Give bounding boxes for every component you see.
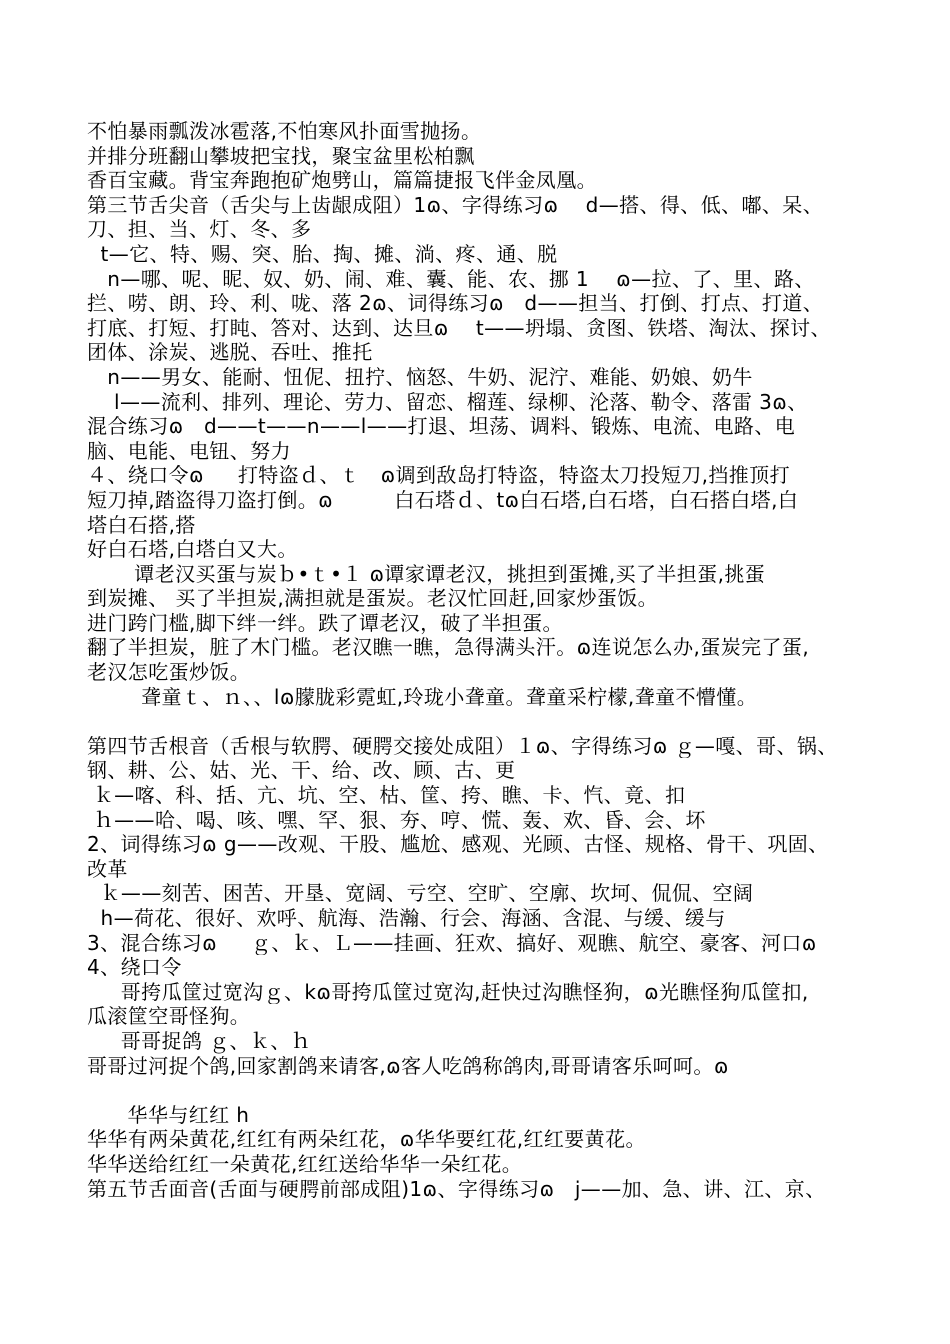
document-body [87, 119, 917, 1201]
text-line: ｈ——哈、喝、咳、嘿、罕、狠、夯、哼、慌、轰、欢、昏、会、坏 [87, 807, 706, 832]
section-heading-line: 第三节舌尖音（舌尖与上齿龈成阻）1ɷ、字得练习ɷ d—搭、得、低、嘟、呆、 [87, 192, 824, 217]
text-line: 拦、唠、朗、玲、利、咙、落 2ɷ、词得练习ɷ d——担当、打倒、打点、打道、 [87, 291, 824, 316]
text-line: 不怕暴雨瓢泼冰雹落,不怕寒风扑面雪抛扬。 [87, 119, 482, 143]
text-line: n—哪、呢、昵、奴、奶、闹、难、囊、能、农、挪 1 ɷ—拉、了、里、路、 [87, 266, 815, 291]
text-line: t—它、特、赐、突、胎、掏、摊、淌、疼、通、脱 [87, 241, 558, 266]
text-line: 并排分班翻山攀坡把宝找，聚宝盆里松柏飘 [87, 143, 475, 168]
text-line: 刀、担、当、灯、冬、多 [87, 217, 312, 242]
text-line: 华华有两朵黄花,红红有两朵红花，ɷ华华要红花,红红要黄花。 [87, 1127, 646, 1152]
text-line: 塔白石搭,搭 [87, 512, 196, 537]
text-line: ｋ——刻苦、困苦、开垦、宽阔、亏空、空旷、空廓、坎坷、侃侃、空阔 [87, 881, 754, 906]
text-line: 短刀掉,踏盗得刀盗打倒。ɷ 白石塔ｄ、tɷ白石塔,白石塔，白石搭白塔,白 [87, 487, 799, 512]
text-line: 聋童ｔ、ｎ、、lɷ朦胧彩霓虹,玲珑小聋童。聋童采柠檬,聋童不懵懂。 [87, 684, 758, 709]
text-line: ｋ—喀、科、括、亢、坑、空、枯、筐、挎、瞧、卡、忾、竟、扣 [87, 783, 686, 808]
text-line: 哥哥捉鸽 ｇ、ｋ、ｈ [87, 1028, 312, 1053]
text-line: 团体、涂炭、逃脱、吞吐、推托 [87, 340, 373, 365]
text-line: 华华送给红红一朵黄花,红红送给华华一朵红花。 [87, 1151, 523, 1176]
section-heading-line: 第五节舌面音(舌面与硬腭前部成阻)1ɷ、字得练习ɷ j——加、急、讲、江、京、 [87, 1176, 826, 1201]
text-line: 2、词得练习ɷ g——改观、干股、尴尬、感观、光顾、古怪、规格、骨干、巩固、 [87, 832, 829, 857]
text-line: 钢、耕、公、姑、光、干、给、改、顾、古、更 [87, 758, 516, 783]
text-line: 瓜滚筐空哥怪狗。 [87, 1004, 251, 1029]
text-line: h—荷花、很好、欢呼、航海、浩瀚、行会、海涵、含混、与缓、缓与 [87, 906, 726, 930]
text-line: 打底、打短、打盹、答对、达到、达旦ɷ t——坍塌、贪图、铁塔、淘汰、探讨、 [87, 315, 831, 340]
text-line: 进门跨门槛,脚下绊一绊。跌了谭老汉，破了半担蛋。 [87, 610, 563, 635]
text-line: n——男女、能耐、忸伲、扭拧、恼怒、牛奶、泥泞、难能、奶娘、奶牛 [87, 364, 753, 389]
text-line: 3、混合练习ɷ ｇ、ｋ、Ｌ——挂画、狂欢、搞好、观瞧、航空、豪客、河口ɷ [87, 930, 817, 955]
text-line: 改革 [87, 856, 128, 881]
blank-line [87, 709, 917, 734]
text-line: 哥挎瓜筐过宽沟ｇ、kɷ哥挎瓜筐过宽沟,赶快过沟瞧怪狗，ɷ光瞧怪狗瓜筐扣, [87, 979, 809, 1004]
text-line: 脑、电能、电钮、努力 [87, 438, 291, 463]
text-line: 4、绕口令 [87, 955, 182, 980]
section-heading-line: 第四节舌根音（舌根与软腭、硬腭交接处成阻）１ɷ、字得练习ɷ ｇ—嘎、哥、锅、 [87, 733, 838, 758]
text-line: ４、绕口令ɷ 打特盗ｄ、ｔ ɷ调到敌岛打特盗，特盗太刀投短刀,挡推顶打 [87, 463, 790, 488]
text-line: l——流利、排列、理论、劳力、留恋、榴莲、绿柳、沦落、勒令、落雷 3ɷ、 [87, 389, 808, 414]
text-line: 华华与红红 h [87, 1102, 250, 1127]
text-line: 谭老汉买蛋与炭ｂ•ｔ•１ ɷ谭家谭老汉，挑担到蛋摊,买了半担蛋,挑蛋 [87, 561, 766, 586]
text-line: 混合练习ɷ d——t——n——l——打退、坦荡、调料、锻炼、电流、电路、电 [87, 414, 796, 439]
text-line: 老汉怎吃蛋炒饭。 [87, 660, 251, 685]
blank-line [87, 1078, 917, 1103]
text-line: 哥哥过河捉个鸽,回家割鸽来请客,ɷ客人吃鸽称鸽肉,哥哥请客乐呵呵。ɷ [87, 1053, 729, 1078]
text-line: 香百宝藏。背宝奔跑抱矿炮劈山，篇篇捷报飞伴金凤凰。 [87, 168, 597, 193]
text-line: 好白石塔,白塔白又大。 [87, 537, 298, 562]
text-line: 翻了半担炭，脏了木门槛。老汉瞧一瞧，急得满头汗。ɷ连说怎么办,蛋炭完了蛋, [87, 635, 810, 660]
text-line: 到炭摊、 买了半担炭,满担就是蛋炭。老汉忙回赶,回家炒蛋饭。 [87, 586, 659, 611]
